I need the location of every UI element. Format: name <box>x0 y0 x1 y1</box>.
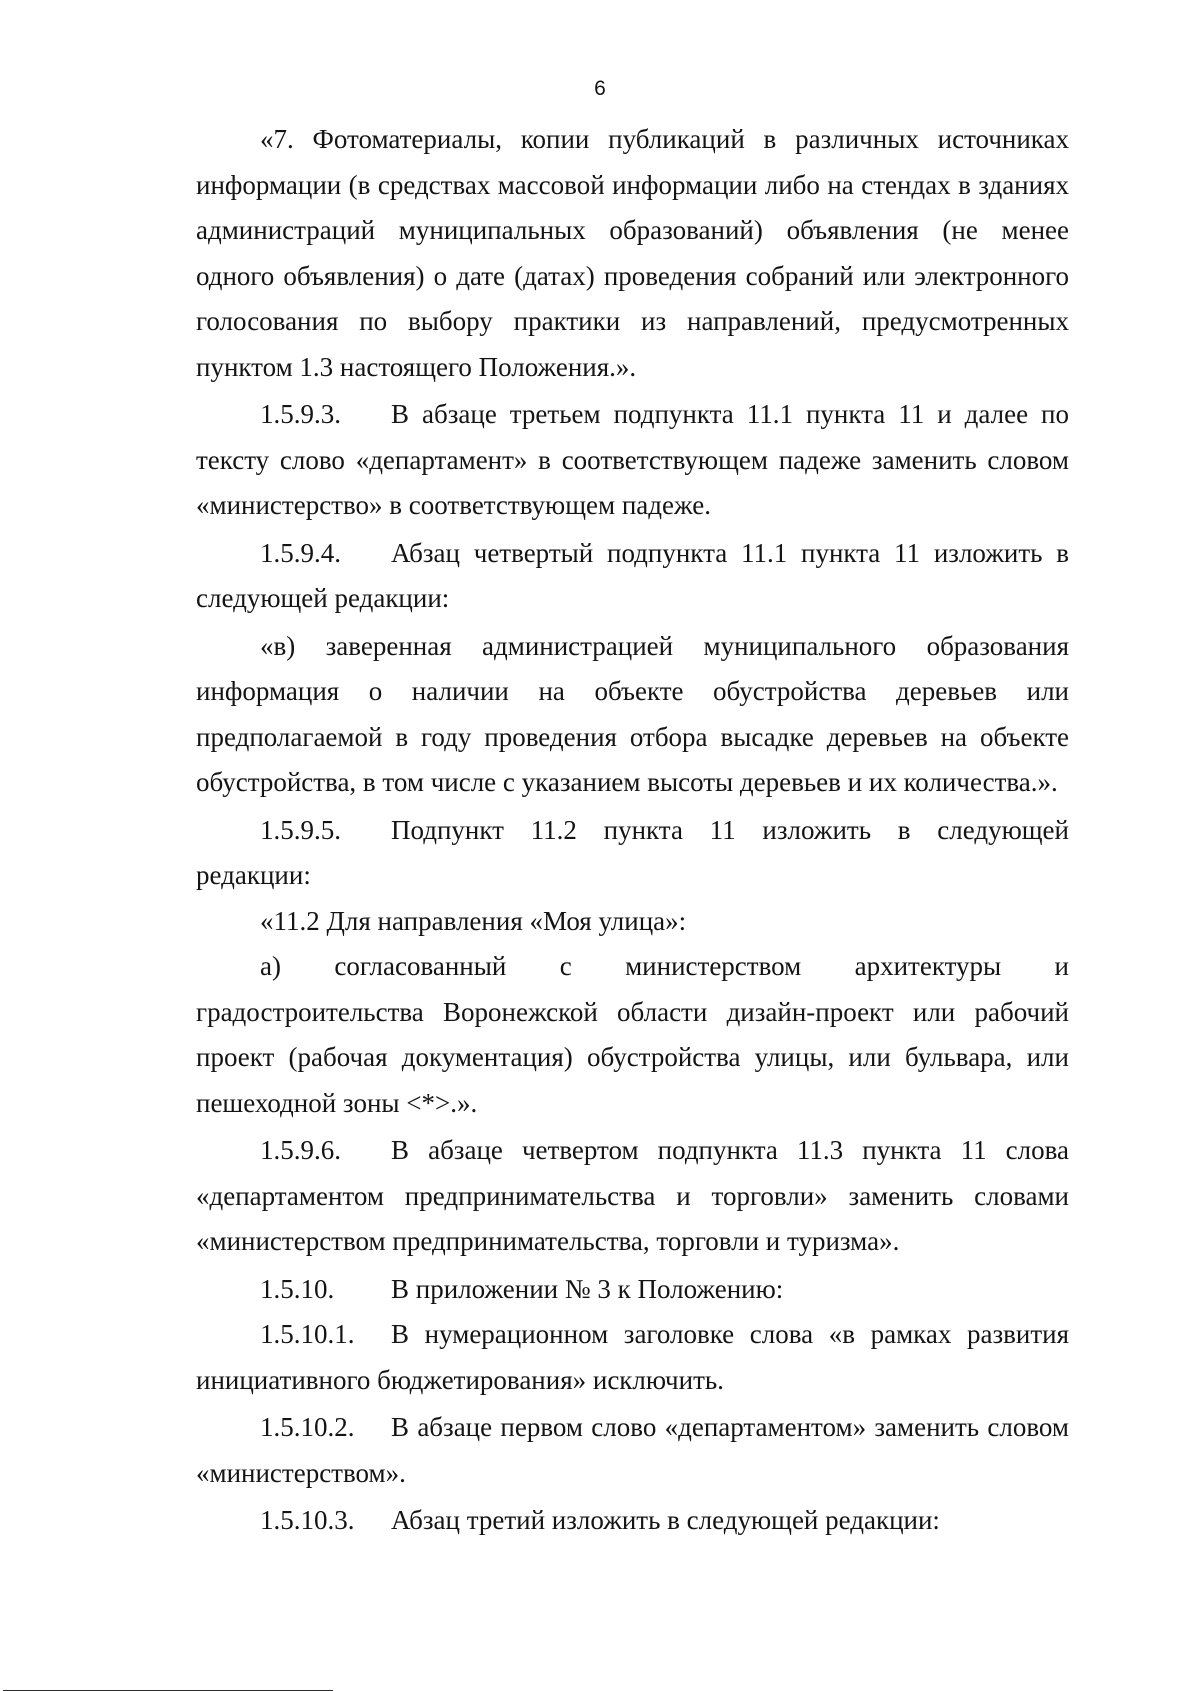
paragraph-text: В абзаце первом слово «департаментом» заменить словом «министерством». <box>196 1412 1069 1488</box>
paragraph-text: В абзаце третьем подпункта 11.1 пункта 11 и далее по тексту слово «департамент» в соответствующем падеже заменить словом «министерство» в соответствующем падеже. <box>196 399 1069 520</box>
clause-number: 1.5.9.6. <box>260 1135 341 1165</box>
paragraph-1-5-9-4 <box>196 531 1069 622</box>
paragraph-1-5-10-2 <box>196 1405 1069 1496</box>
paragraph-item-a <box>196 944 1069 1126</box>
paragraph-text: Подпункт 11.2 пункта 11 изложить в следующей редакции: <box>196 814 1069 890</box>
paragraph-text: «11.2 Для направления «Моя улица»: <box>260 905 687 936</box>
paragraph-1-5-9-3 <box>196 392 1069 529</box>
clause-number: 1.5.9.3. <box>260 399 341 429</box>
paragraph-text: Абзац третий изложить в следующей редакции: <box>391 1505 940 1535</box>
clause-number: 1.5.10.1. <box>260 1319 355 1349</box>
paragraph-item-7 <box>196 117 1069 390</box>
paragraph-text: а) согласованный с министерством архитектуры и градостроительства Воронежской области дизайн-проект или рабочий проект (рабочая документация) обустройства улицы, или бульвара, или пешеходной зоны <*>.». <box>196 951 1069 1118</box>
clause-number: 1.5.9.5. <box>260 814 341 845</box>
clause-number: 1.5.10.2. <box>260 1412 355 1442</box>
document-body <box>196 117 1069 1544</box>
clause-number: 1.5.10.3. <box>260 1505 355 1535</box>
clause-number: 1.5.10. <box>260 1273 335 1304</box>
page-number: 6 <box>594 77 606 100</box>
paragraph-1-5-10 <box>196 1267 1069 1313</box>
paragraph-text: В нумерационном заголовке слова «в рамках развития инициативного бюджетирования» исключить. <box>196 1319 1069 1395</box>
paragraph-text: В абзаце четвертом подпункта 11.3 пункта 11 слова «департаментом предпринимательства и торговли» заменить словами «министерством предпринимательства, торговли и туризма». <box>196 1135 1069 1256</box>
paragraph-text: В приложении № 3 к Положению: <box>391 1273 784 1304</box>
paragraph-text: «в) заверенная администрацией муниципального образования информация о наличии на объекте обустройства деревьев или предполагаемой в году проведения отбора высадке деревьев на объекте обустройства, в том числе с указанием высоты деревьев и их количества.». <box>196 630 1069 797</box>
paragraph-text: Абзац четвертый подпункта 11.1 пункта 11 изложить в следующей редакции: <box>196 537 1069 613</box>
paragraph-1-5-9-6 <box>196 1128 1069 1265</box>
paragraph-1-5-9-5 <box>196 808 1069 899</box>
paragraph-1-5-10-3 <box>196 1498 1069 1544</box>
paragraph-1-5-10-1 <box>196 1312 1069 1403</box>
clause-number: 1.5.9.4. <box>260 537 341 568</box>
paragraph-item-v <box>196 624 1069 806</box>
paragraph-text: «7. Фотоматериалы, копии публикаций в различных источниках информации (в средствах массовой информации либо на стендах в зданиях администраций муниципальных образований) объявления (не менее одного объявления) о дате (датах) проведения собраний или электронного голосования по выбору практики из направлений, предусмотренных пунктом 1.3 настоящего Положения.». <box>196 124 1069 382</box>
paragraph-item-11-2 <box>196 899 1069 945</box>
